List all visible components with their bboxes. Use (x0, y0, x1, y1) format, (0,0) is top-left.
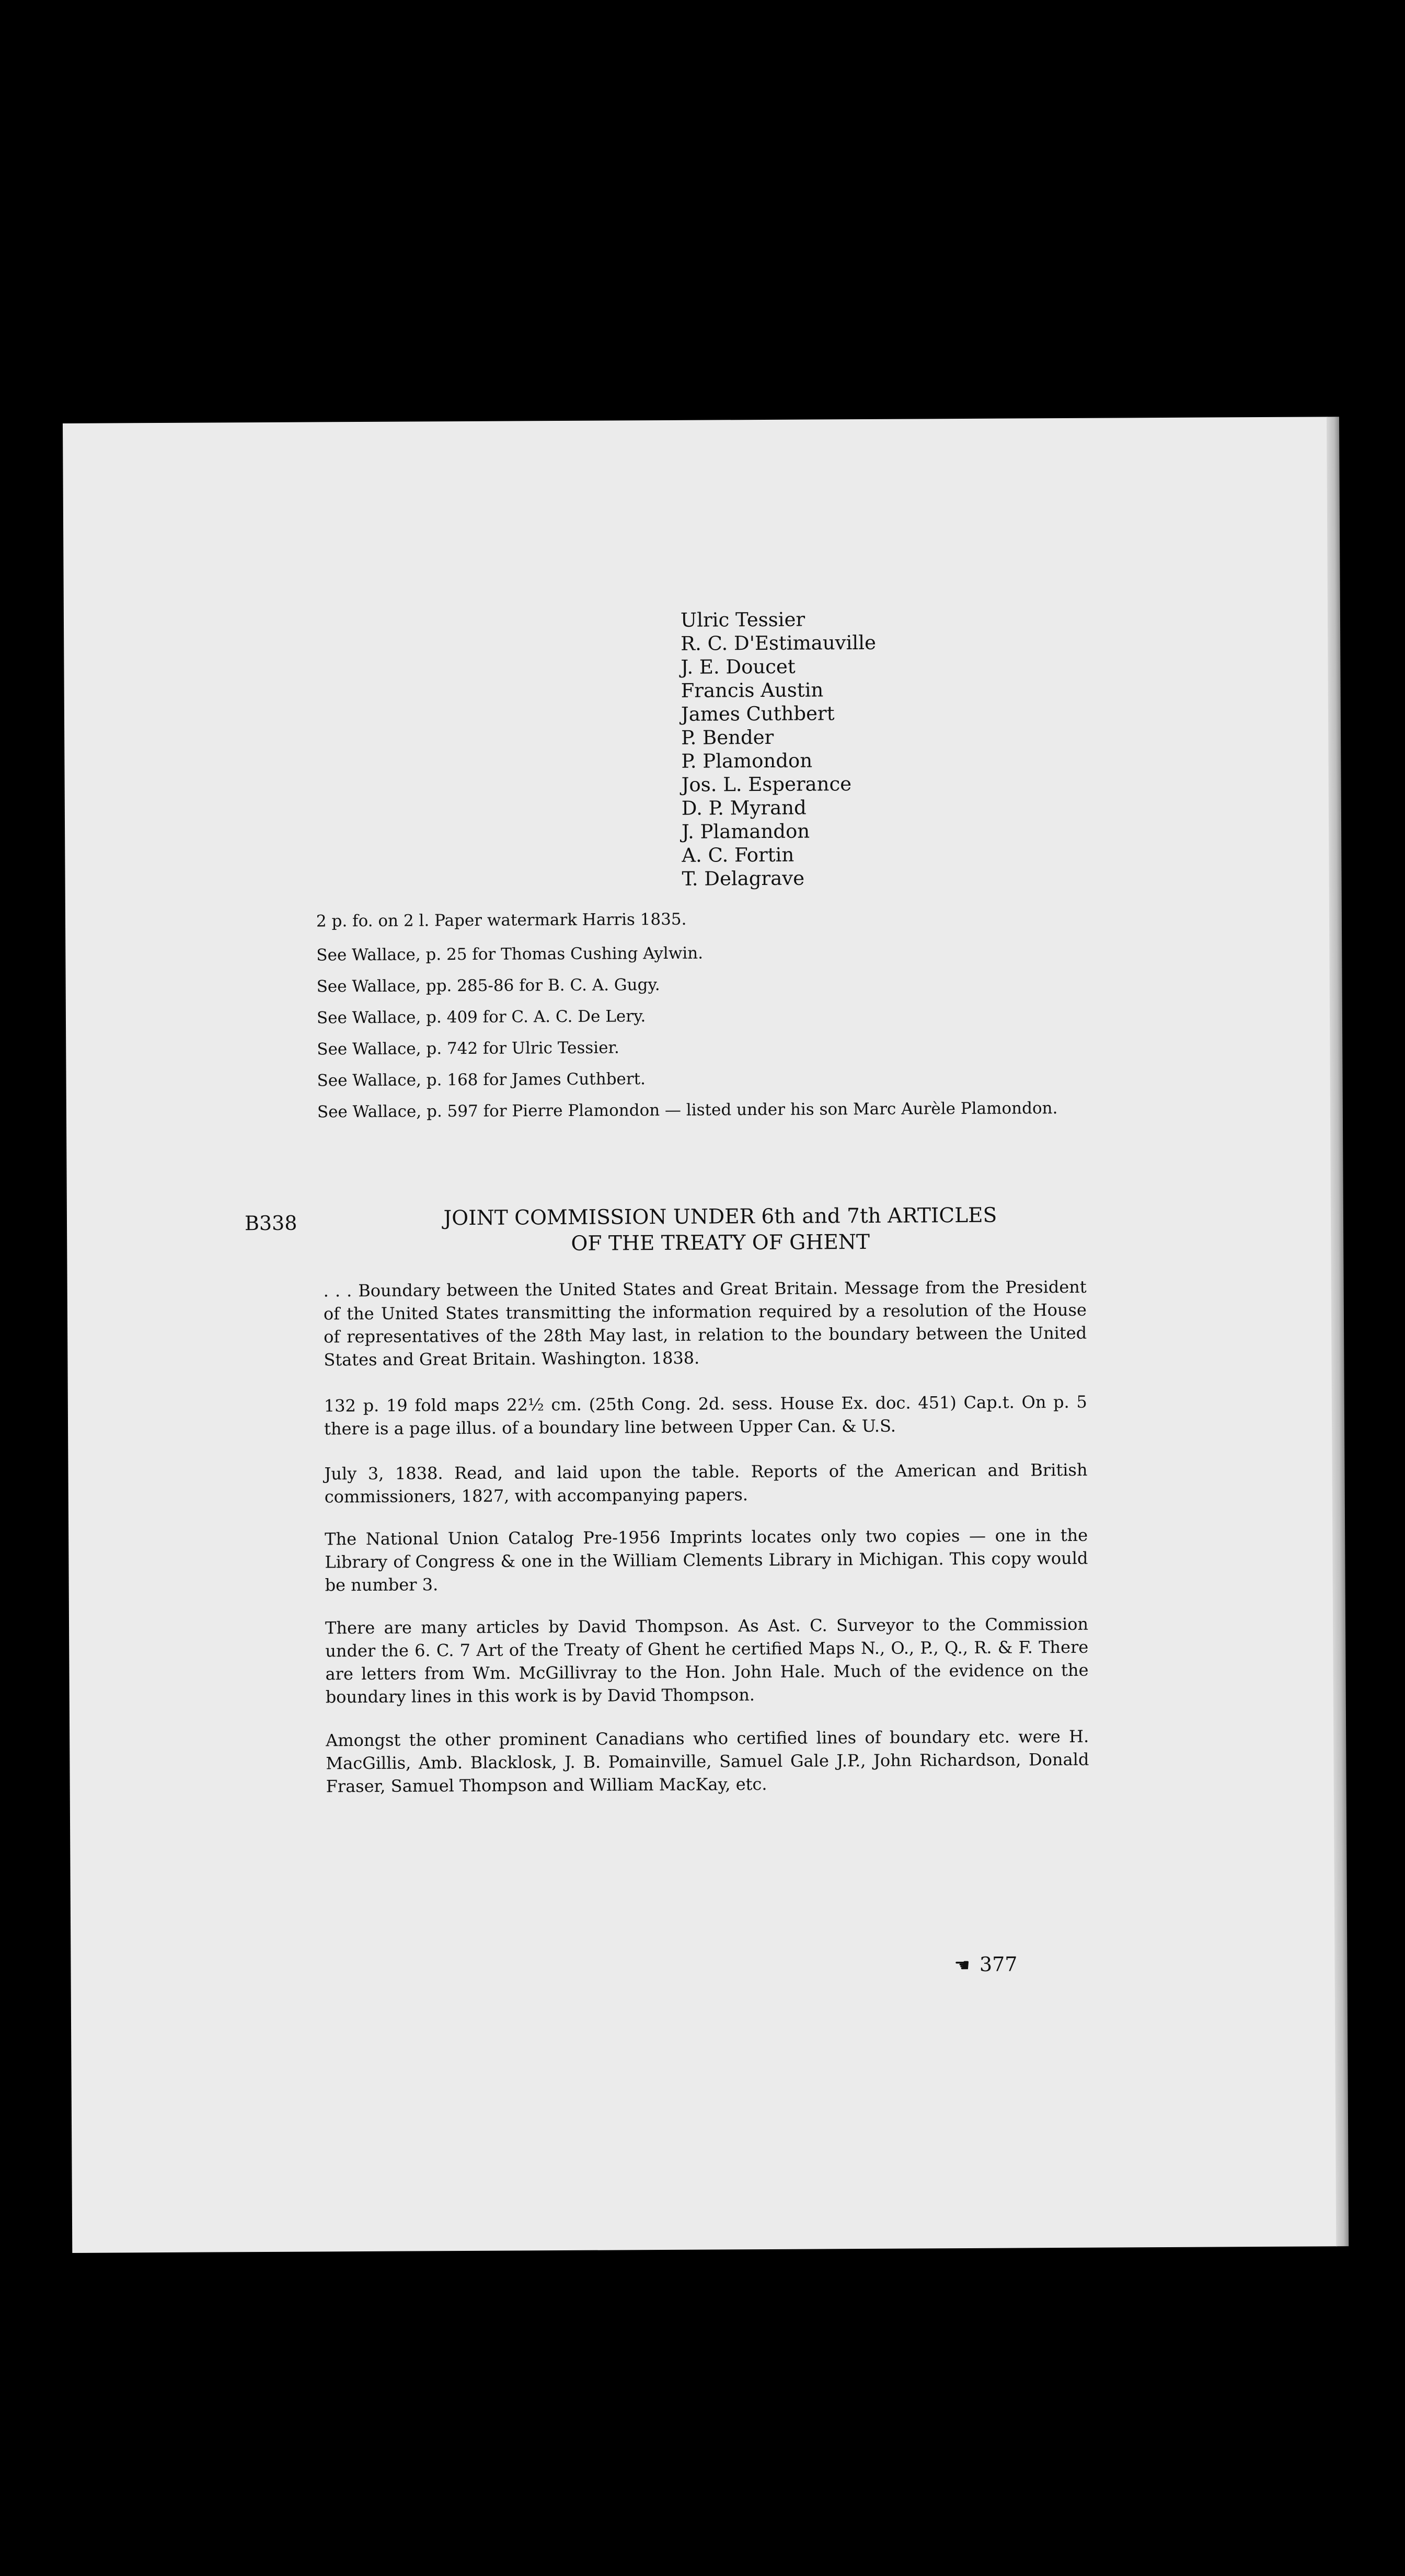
entry-paragraph: 132 p. 19 fold maps 22½ cm. (25th Cong. 2d. sess. House Ex. doc. 451) Cap.t. On p. 5 there is a page illus. of a boundary line between Upper Can. & U.S. (324, 1392, 1087, 1439)
see-reference: See Wallace, p. 25 for Thomas Cushing Aylwin. (316, 944, 704, 965)
see-reference: See Wallace, p. 168 for James Cuthbert. (317, 1070, 646, 1090)
signatory-name: Ulric Tessier (680, 608, 805, 631)
page-edge (1327, 417, 1349, 2246)
signatory-name: J. Plamandon (681, 820, 810, 843)
signatory-name: Francis Austin (681, 678, 824, 702)
signatory-name: P. Plamondon (681, 749, 813, 773)
signatory-name: J. E. Doucet (681, 655, 796, 678)
entry-id: B338 (244, 1211, 297, 1235)
signatory-name: P. Bender (681, 726, 774, 749)
scanned-page (63, 417, 1337, 2253)
entry-paragraph: Amongst the other prominent Canadians who certified lines of boundary etc. were H. MacGillis, Amb. Blacklosk, J. B. Pomainville, Samuel Gale J.P., John Richardson, Donald Fraser, Samuel Thompson and William MacKay, etc. (326, 1726, 1089, 1797)
see-reference: See Wallace, p. 597 for Pierre Plamondon — listed under his son Marc Aurèle Plamondon. (317, 1099, 1058, 1122)
signatory-list (681, 607, 878, 891)
entry-paragraph: . . . Boundary between the United States and Great Britain. Message from the President of the United States transmitting the information required by a resolution of the House of representatives of the 28th May last, in relation to the boundary between the United States and Great Britain. Washington. 1838. (323, 1276, 1087, 1370)
page-number (954, 1952, 1017, 1976)
pointing-hand-icon: ☚ (954, 1954, 971, 1976)
page-number-value: 377 (979, 1952, 1018, 1976)
signatory-name: T. Delagrave (682, 867, 805, 890)
signatory-name: A. C. Fortin (682, 843, 794, 867)
see-reference: See Wallace, p. 409 for C. A. C. De Lery. (316, 1007, 646, 1028)
signatory-name: James Cuthbert (681, 702, 835, 726)
entry-heading (360, 1202, 1081, 1258)
entry-heading-line: OF THE TREATY OF GHENT (571, 1230, 870, 1256)
signatory-name: D. P. Myrand (681, 796, 807, 820)
collation-note: 2 p. fo. on 2 l. Paper watermark Harris 1835. (316, 910, 687, 931)
entry-heading-line: JOINT COMMISSION UNDER 6th and 7th ARTICLES (443, 1203, 997, 1230)
signatory-name: R. C. D'Estimauville (681, 631, 877, 655)
entry-paragraph: The National Union Catalog Pre-1956 Imprints locates only two copies — one in the Library of Congress & one in the William Clements Library in Michigan. This copy would be number 3. (325, 1525, 1088, 1595)
see-reference: See Wallace, pp. 285-86 for B. C. A. Gugy. (316, 975, 660, 996)
entry-paragraph: There are many articles by David Thompson. As Ast. C. Surveyor to the Commission under the 6. C. 7 Art of the Treaty of Ghent he certified Maps N., O., P., Q., R. & F. There are letters from Wm. McGillivray to the Hon. John Hale. Much of the evidence on the boundary lines in this work is by David Thompson. (325, 1614, 1089, 1707)
signatory-name: Jos. L. Esperance (681, 773, 852, 796)
entry-paragraph: July 3, 1838. Read, and laid upon the table. Reports of the American and British commissioners, 1827, with accompanying papers. (324, 1459, 1088, 1507)
see-reference: See Wallace, p. 742 for Ulric Tessier. (317, 1038, 619, 1059)
